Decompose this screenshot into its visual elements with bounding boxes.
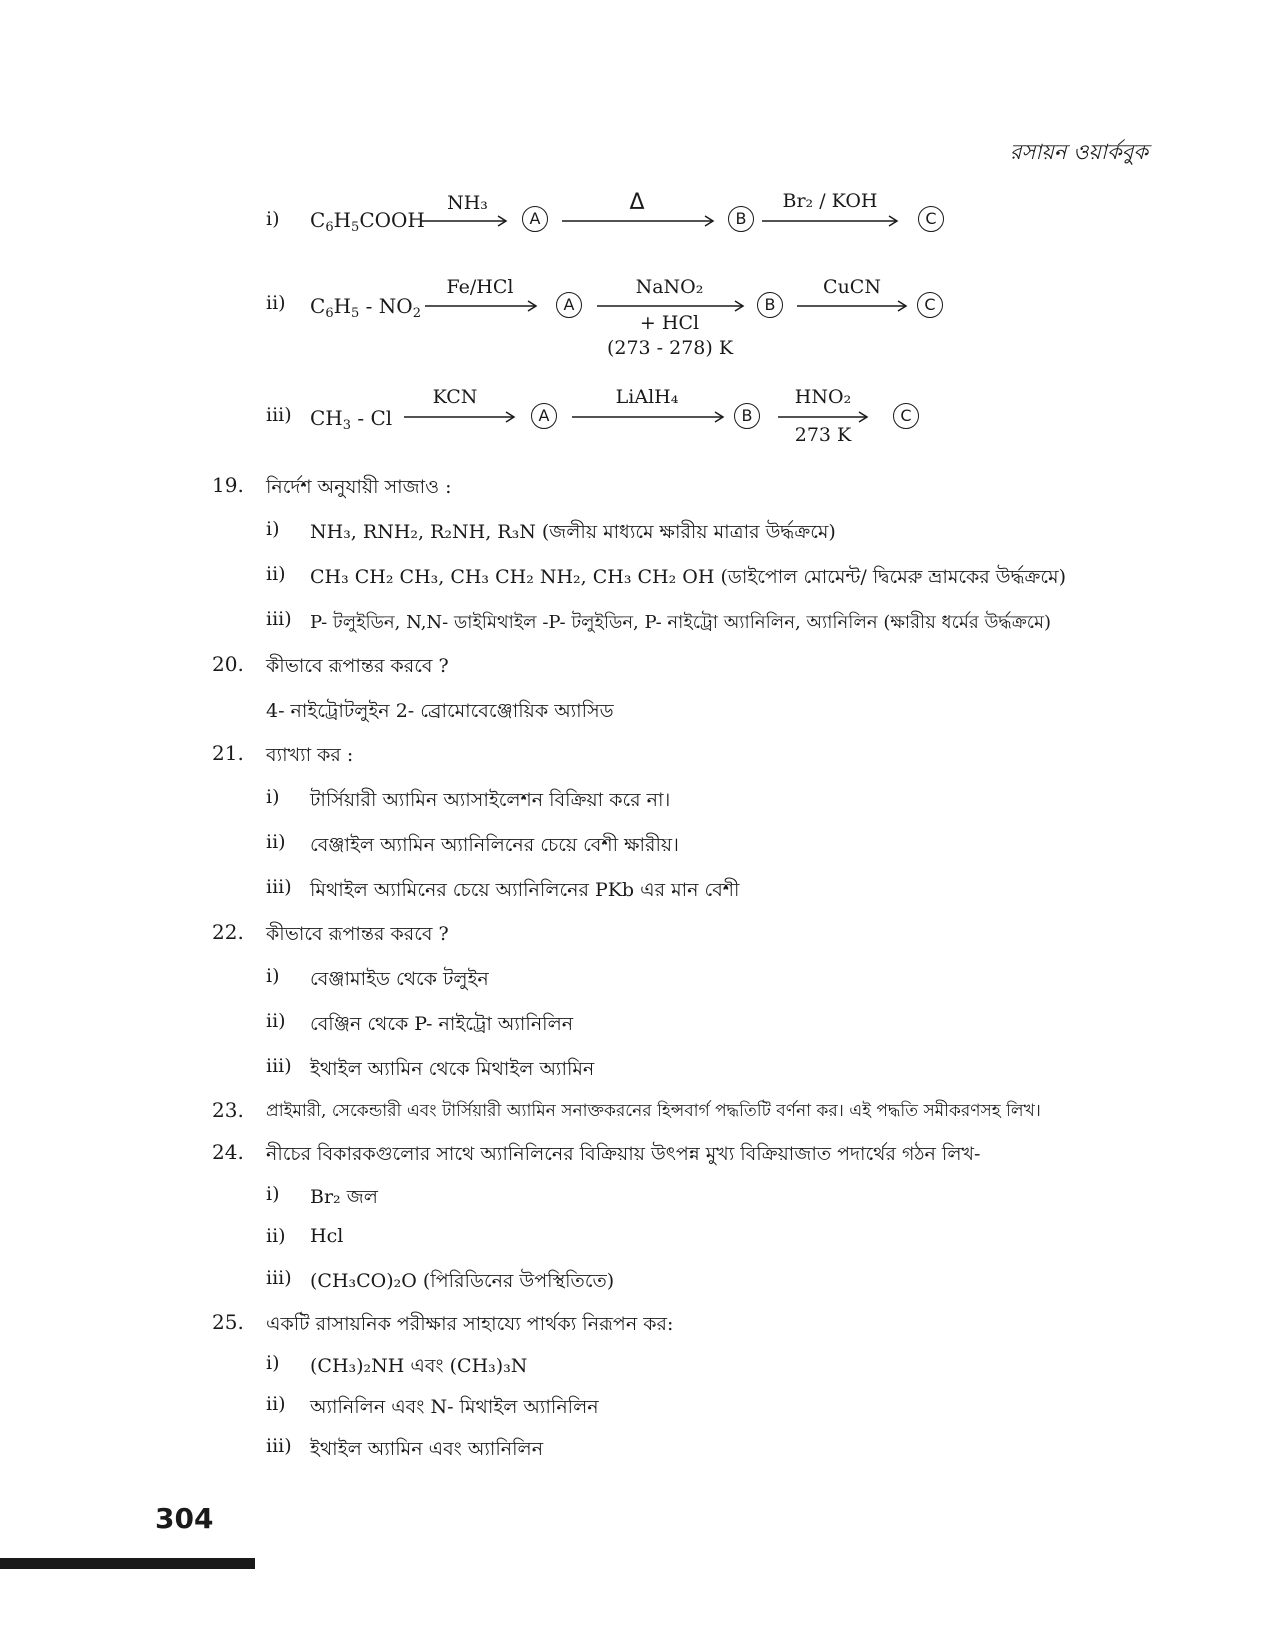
reaction-3-arrow-1 <box>404 410 519 424</box>
question-21-item-2-number: ii) <box>266 831 286 853</box>
reaction-2-step3-reagent: CuCN <box>823 276 881 298</box>
intermediate-B-2: B <box>757 292 783 318</box>
reaction-2-step2-condition: + HCl <box>639 312 700 334</box>
reaction-3-step1-reagent: KCN <box>432 386 478 408</box>
page-number: 304 <box>155 1502 214 1535</box>
running-header: রসায়ন ওয়ার্কবুক <box>1010 140 1149 164</box>
reaction-1-arrow-2 <box>562 214 717 228</box>
question-24-item-3-number: iii) <box>266 1267 292 1289</box>
question-19-number: 19. <box>212 473 244 497</box>
question-19-item-3-number: iii) <box>266 608 292 630</box>
question-24-item-2-number: ii) <box>266 1225 286 1247</box>
question-25-item-3: ইথাইল অ্যামিন এবং অ্যানিলিন <box>310 1438 544 1460</box>
reaction-1-reactant: $C_6H_5COOH$ <box>310 208 425 235</box>
question-22-item-2-number: ii) <box>266 1010 286 1032</box>
reaction-2-number: ii) <box>266 292 286 314</box>
reaction-1-step1-reagent: NH₃ <box>447 192 488 214</box>
question-21-number: 21. <box>212 741 244 765</box>
question-24-text: নীচের বিকারকগুলোর সাথে অ্যানিলিনের বিক্রিয়ায় উৎপন্ন মুখ্য বিক্রিয়াজাত পদার্থের গঠন লিখ- <box>266 1143 981 1165</box>
question-22-text: কীভাবে রূপান্তর করবে ? <box>266 923 449 945</box>
product-C-1: C <box>918 206 944 232</box>
intermediate-B-3: B <box>734 403 760 429</box>
question-25-number: 25. <box>212 1310 244 1334</box>
intermediate-A-2: A <box>556 292 582 318</box>
reaction-2-reactant: $C_6H_5 - NO_2$ <box>310 294 421 321</box>
question-20-text: কীভাবে রূপান্তর করবে ? <box>266 655 449 677</box>
question-21-item-3-number: iii) <box>266 876 292 898</box>
reaction-2-arrow-3 <box>797 299 912 313</box>
question-20-conversion: 4- নাইট্রোটলুইন 2- ব্রোমোবেঞ্জোয়িক অ্যাসিড <box>266 700 614 722</box>
question-24-item-3: (CH₃CO)₂O (পিরিডিনের উপস্থিতিতে) <box>310 1270 615 1292</box>
reaction-2-arrow-2 <box>597 299 747 313</box>
question-24-item-1-number: i) <box>266 1183 280 1205</box>
reaction-2-step1-reagent: Fe/HCl <box>446 276 514 298</box>
question-19-text: নির্দেশ অনুযায়ী সাজাও : <box>266 476 452 498</box>
reaction-2-step2-reagent: NaNO₂ <box>635 276 704 298</box>
question-22-item-1: বেঞ্জামাইড থেকে টলুইন <box>310 968 489 990</box>
question-19-item-3: P- টলুইডিন, N,N- ডাইমিথাইল -P- টলুইডিন, P- নাইট্রো অ্যানিলিন, অ্যানিলিন (ক্ষারীয় ধর্মের উর্দ্ধক্রমে) <box>310 612 1051 633</box>
reaction-2-arrow-1 <box>425 299 540 313</box>
question-22-number: 22. <box>212 920 244 944</box>
question-25-text: একটি রাসায়নিক পরীক্ষার সাহায্যে পার্থক্য নিরূপন কর: <box>266 1313 674 1335</box>
reaction-3-number: iii) <box>266 404 292 426</box>
question-19-item-2: CH₃ CH₂ CH₃, CH₃ CH₂ NH₂, CH₃ CH₂ OH (ডাইপোল মোমেন্ট/ দ্বিমেরু ভ্রামকের উর্দ্ধক্রমে) <box>310 566 1067 588</box>
question-19-item-1: NH₃, RNH₂, R₂NH, R₃N (জলীয় মাধ্যমে ক্ষারীয় মাত্রার উর্দ্ধক্রমে) <box>310 521 836 543</box>
question-25-item-3-number: iii) <box>266 1435 292 1457</box>
product-C-2: C <box>917 292 943 318</box>
question-22-item-3: ইথাইল অ্যামিন থেকে মিথাইল অ্যামিন <box>310 1058 595 1080</box>
question-21-text: ব্যাখ্যা কর : <box>266 744 354 766</box>
reaction-3-step2-reagent: LiAlH₄ <box>615 386 679 408</box>
question-25-item-2-number: ii) <box>266 1393 286 1415</box>
question-20-number: 20. <box>212 652 244 676</box>
reaction-2-step2-temperature: (273 - 278) K <box>606 337 734 359</box>
intermediate-A-3: A <box>531 403 557 429</box>
reaction-3-arrow-3 <box>778 410 873 424</box>
question-21-item-1: টার্সিয়ারী অ্যামিন অ্যাসাইলেশন বিক্রিয়া করে না। <box>310 789 671 811</box>
question-23-number: 23. <box>212 1098 244 1122</box>
reaction-1-step3-reagent: Br₂ / KOH <box>782 190 878 212</box>
question-22-item-2: বেঞ্জিন থেকে P- নাইট্রো অ্যানিলিন <box>310 1013 574 1035</box>
question-23-text: প্রাইমারী, সেকেন্ডারী এবং টার্সিয়ারী অ্যামিন সনাক্তকরনের হিন্সবার্গ পদ্ধতিটি বর্ণনা কর। এই পদ্ধতি সমীকরণসহ লিখ। <box>266 1101 1041 1121</box>
question-19-item-1-number: i) <box>266 518 280 540</box>
reaction-1-arrow-3 <box>762 214 902 228</box>
reaction-3-step3-reagent: HNO₂ <box>794 386 852 408</box>
reaction-1-step2-reagent: Δ <box>629 190 645 215</box>
question-22-item-3-number: iii) <box>266 1055 292 1077</box>
reaction-1-arrow-1 <box>420 214 510 228</box>
question-25-item-2: অ্যানিলিন এবং N- মিথাইল অ্যানিলিন <box>310 1396 599 1418</box>
intermediate-B-1: B <box>728 206 754 232</box>
reaction-3-arrow-2 <box>572 410 727 424</box>
question-24-number: 24. <box>212 1140 244 1164</box>
question-21-item-1-number: i) <box>266 786 280 808</box>
reaction-3-reactant: $CH_3$ - Cl <box>310 406 393 433</box>
question-25-item-1: (CH₃)₂NH এবং (CH₃)₃N <box>310 1355 528 1377</box>
question-19-item-2-number: ii) <box>266 563 286 585</box>
intermediate-A-1: A <box>522 206 548 232</box>
product-C-3: C <box>893 403 919 429</box>
question-24-item-2: Hcl <box>310 1225 344 1247</box>
footer-bar <box>0 1558 255 1569</box>
question-25-item-1-number: i) <box>266 1352 280 1374</box>
question-24-item-1: Br₂ জল <box>310 1186 378 1208</box>
question-21-item-3: মিথাইল অ্যামিনের চেয়ে অ্যানিলিনের PKb এর মান বেশী <box>310 879 740 901</box>
question-21-item-2: বেঞ্জাইল অ্যামিন অ্যানিলিনের চেয়ে বেশী ক্ষারীয়। <box>310 834 679 856</box>
reaction-1-number: i) <box>266 208 280 230</box>
question-22-item-1-number: i) <box>266 965 280 987</box>
reaction-3-step3-condition: 273 K <box>794 424 852 446</box>
